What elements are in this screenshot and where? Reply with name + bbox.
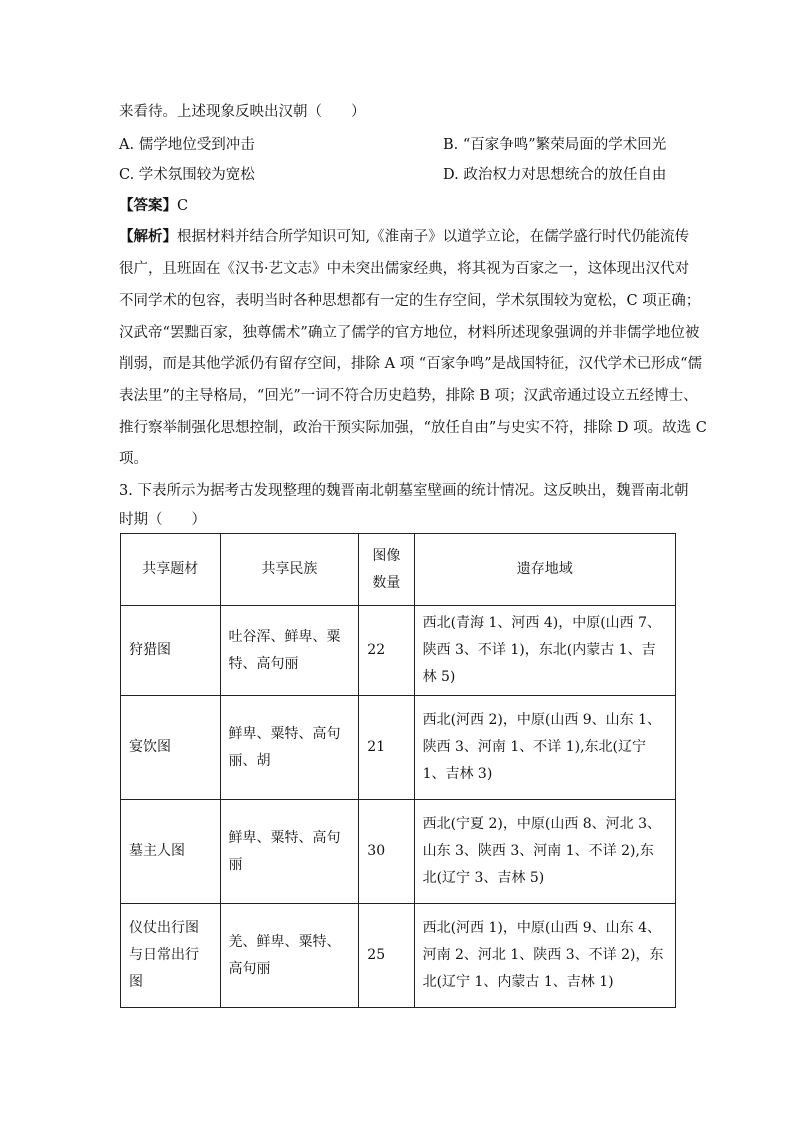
cell-regions: 西北(宁夏 2)，中原(山西 8、河北 3、山东 3、陕西 3、河南 1、不详 2),东北(辽宁 3、吉林 5) bbox=[414, 800, 675, 904]
cell-regions: 西北(青海 1、河西 4)，中原(山西 7、陕西 3、不详 1)，东北(内蒙古 1、吉林 5) bbox=[414, 606, 675, 696]
cell-count: 30 bbox=[359, 800, 414, 904]
table-row bbox=[121, 606, 676, 696]
mural-statistics-table bbox=[120, 533, 676, 1008]
explanation-line: 项。 bbox=[119, 451, 148, 467]
cell-peoples: 鲜卑、粟特、高句丽 bbox=[220, 800, 359, 904]
table-row bbox=[121, 696, 676, 800]
header-peoples: 共享民族 bbox=[220, 534, 359, 606]
question-3-stem: 3. 下表所示为据考古发现整理的魏晋南北朝墓室壁画的统计情况。这反映出，魏晋南北朝 bbox=[119, 483, 689, 499]
cell-subject: 宴饮图 bbox=[121, 696, 221, 800]
explanation-line: 很广，且班固在《汉书·艺文志》中未突出儒家经典，将其视为百家之一，这体现出汉代对 bbox=[119, 261, 690, 277]
table-header-row bbox=[121, 534, 676, 606]
cell-peoples: 鲜卑、粟特、高句丽、胡 bbox=[220, 696, 359, 800]
table-row bbox=[121, 904, 676, 1008]
option-b: B. “百家争鸣”繁荣局面的学术回光 bbox=[443, 137, 667, 153]
cell-peoples: 吐谷浑、鲜卑、粟特、高句丽 bbox=[220, 606, 359, 696]
explanation-line: 推行察举制强化思想控制，政治干预实际加强，“放任自由”与史实不符，排除 D 项。故选 C bbox=[119, 420, 707, 436]
explanation-line: 削弱，而是其他学派仍有留存空间，排除 A 项 “百家争鸣”是战国特征，汉代学术已形成“儒 bbox=[119, 356, 703, 372]
option-a: A. 儒学地位受到冲击 bbox=[119, 137, 255, 153]
cell-subject: 仪仗出行图与日常出行图 bbox=[121, 904, 221, 1008]
explanation-line: 不同学术的包容，表明当时各种思想都有一定的生存空间，学术氛围较为宽松，C 项正确； bbox=[119, 293, 701, 309]
header-regions: 遗存地域 bbox=[414, 534, 675, 606]
option-c: C. 学术氛围较为宽松 bbox=[119, 167, 255, 183]
option-d: D. 政治权力对思想统合的放任自由 bbox=[443, 167, 667, 183]
cell-count: 21 bbox=[359, 696, 414, 800]
cell-peoples: 羌、鲜卑、粟特、高句丽 bbox=[220, 904, 359, 1008]
cell-subject: 狩猎图 bbox=[121, 606, 221, 696]
cell-count: 25 bbox=[359, 904, 414, 1008]
explanation-line: 汉武帝“罢黜百家，独尊儒术”确立了儒学的官方地位，材料所述现象强调的并非儒学地位被 bbox=[119, 325, 700, 341]
header-count: 图像数量 bbox=[359, 534, 414, 606]
question-3-stem-cont: 时期（ ） bbox=[119, 512, 206, 528]
answer-value: C bbox=[177, 198, 189, 214]
explanation-line bbox=[119, 228, 690, 245]
cell-count: 22 bbox=[359, 606, 414, 696]
cell-regions: 西北(河西 1)，中原(山西 9、山东 4、河南 2、河北 1、陕西 3、不详 2)，东北(辽宁 1、内蒙古 1、吉林 1) bbox=[414, 904, 675, 1008]
explanation-text: 根据材料并结合所学知识可知,《淮南子》以道学立论，在儒学盛行时代仍能流传 bbox=[177, 229, 690, 245]
cell-subject: 墓主人图 bbox=[121, 800, 221, 904]
table-row bbox=[121, 800, 676, 904]
question-2-tail: 来看待。上述现象反映出汉朝（ ） bbox=[119, 104, 366, 120]
answer-line bbox=[119, 198, 188, 214]
cell-regions: 西北(河西 2)，中原(山西 9、山东 1、陕西 3、河南 1、不详 1),东北(辽宁 1、吉林 3) bbox=[414, 696, 675, 800]
explanation-line: 表法里”的主导格局，“回光”一词不符合历史趋势，排除 B 项；汉武帝通过设立五经博士、 bbox=[119, 388, 698, 404]
header-subject: 共享题材 bbox=[121, 534, 221, 606]
answer-label: 【答案】 bbox=[119, 197, 177, 214]
explanation-label: 【解析】 bbox=[119, 228, 177, 245]
